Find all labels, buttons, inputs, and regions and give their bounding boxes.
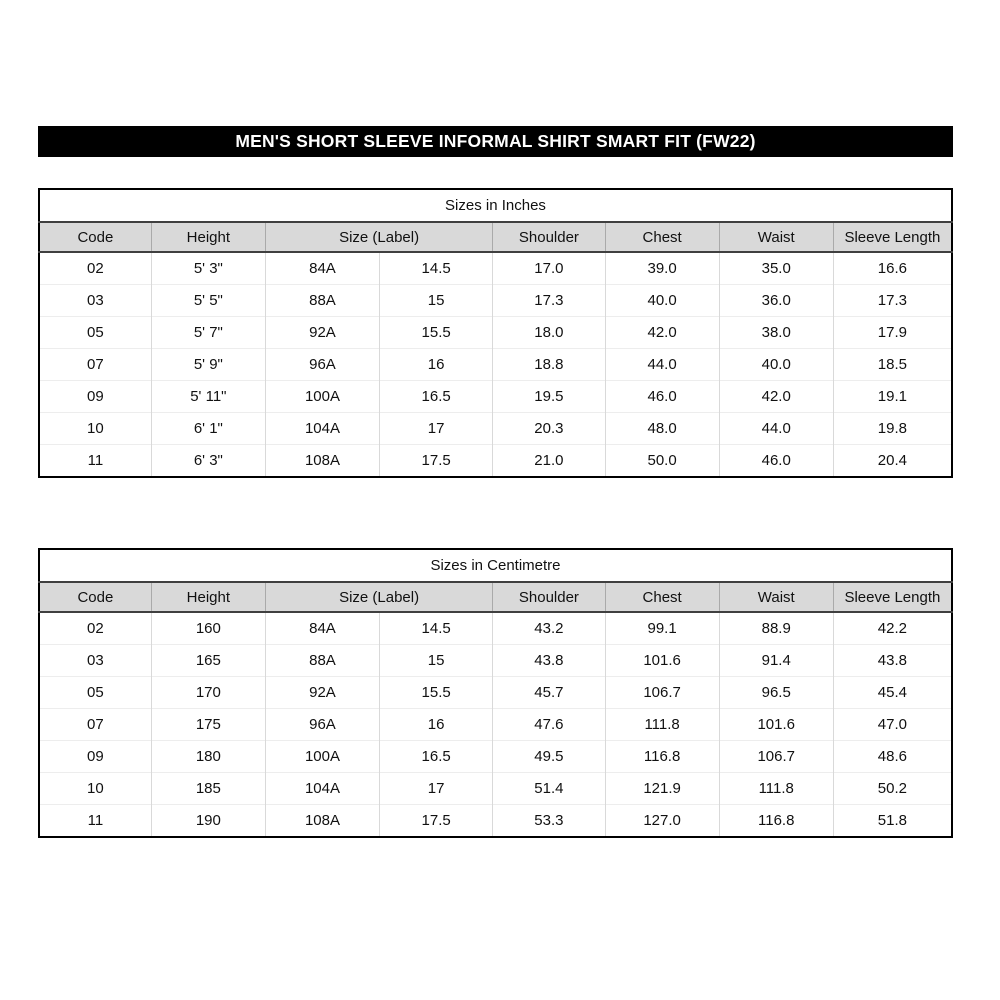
table-cell: 88.9 <box>719 612 833 645</box>
table-cell: 02 <box>39 252 151 285</box>
table-row <box>39 413 952 445</box>
table-cell: 11 <box>39 805 151 838</box>
table-cell: 50.0 <box>605 445 719 478</box>
column-header: Code <box>39 222 151 252</box>
table-cell: 02 <box>39 612 151 645</box>
table-row <box>39 709 952 741</box>
table-cell: 104A <box>265 773 379 805</box>
table-cell: 185 <box>151 773 265 805</box>
column-header: Waist <box>719 582 833 612</box>
table-cell: 09 <box>39 381 151 413</box>
table-cell: 44.0 <box>719 413 833 445</box>
table-cell: 42.0 <box>605 317 719 349</box>
table-cell: 101.6 <box>605 645 719 677</box>
table-cell: 07 <box>39 709 151 741</box>
table-caption: Sizes in Centimetre <box>39 549 952 582</box>
table-cell: 42.2 <box>833 612 952 645</box>
table-cell: 43.8 <box>493 645 605 677</box>
table-cell: 106.7 <box>719 741 833 773</box>
table-caption-row <box>39 549 952 582</box>
table-cell: 05 <box>39 677 151 709</box>
table-cell: 84A <box>265 612 379 645</box>
table-cell: 190 <box>151 805 265 838</box>
table-body <box>39 252 952 477</box>
table-cell: 40.0 <box>605 285 719 317</box>
table-cell: 96.5 <box>719 677 833 709</box>
table-caption: Sizes in Inches <box>39 189 952 222</box>
sizes-in-inches-table <box>38 188 953 478</box>
table-cell: 116.8 <box>605 741 719 773</box>
table-cell: 09 <box>39 741 151 773</box>
table-row <box>39 285 952 317</box>
table-cell: 44.0 <box>605 349 719 381</box>
table-cell: 111.8 <box>719 773 833 805</box>
table-cell: 5' 3" <box>151 252 265 285</box>
column-header: Size (Label) <box>265 222 492 252</box>
column-header: Code <box>39 582 151 612</box>
table-cell: 5' 11" <box>151 381 265 413</box>
table-cell: 6' 3" <box>151 445 265 478</box>
table-cell: 104A <box>265 413 379 445</box>
column-header: Chest <box>605 582 719 612</box>
table-cell: 19.5 <box>493 381 605 413</box>
table-cell: 100A <box>265 741 379 773</box>
table-cell: 20.4 <box>833 445 952 478</box>
column-header: Shoulder <box>493 582 605 612</box>
table-cell: 5' 5" <box>151 285 265 317</box>
table-row <box>39 381 952 413</box>
table-cell: 116.8 <box>719 805 833 838</box>
table-cell: 45.7 <box>493 677 605 709</box>
table-cell: 53.3 <box>493 805 605 838</box>
table-header-row <box>39 222 952 252</box>
table-cell: 5' 7" <box>151 317 265 349</box>
table-cell: 15.5 <box>380 677 493 709</box>
table-cell: 17.3 <box>493 285 605 317</box>
table-cell: 42.0 <box>719 381 833 413</box>
table-cell: 17.0 <box>493 252 605 285</box>
table-cell: 96A <box>265 349 379 381</box>
table-cell: 88A <box>265 285 379 317</box>
table-row <box>39 805 952 838</box>
table-cell: 18.8 <box>493 349 605 381</box>
column-header: Sleeve Length <box>833 582 952 612</box>
table-cell: 91.4 <box>719 645 833 677</box>
table-cell: 20.3 <box>493 413 605 445</box>
table-cell: 17 <box>380 413 493 445</box>
table-cell: 127.0 <box>605 805 719 838</box>
table-row <box>39 445 952 478</box>
table-cell: 16 <box>380 349 493 381</box>
table-header-row <box>39 582 952 612</box>
column-header: Height <box>151 222 265 252</box>
table-cell: 45.4 <box>833 677 952 709</box>
table-cell: 88A <box>265 645 379 677</box>
table-cell: 16.5 <box>380 741 493 773</box>
table-cell: 40.0 <box>719 349 833 381</box>
table-cell: 108A <box>265 805 379 838</box>
table-cell: 121.9 <box>605 773 719 805</box>
table-cell: 84A <box>265 252 379 285</box>
table-row <box>39 645 952 677</box>
table-cell: 108A <box>265 445 379 478</box>
table-cell: 47.6 <box>493 709 605 741</box>
table-cell: 46.0 <box>719 445 833 478</box>
table-cell: 43.2 <box>493 612 605 645</box>
table-cell: 15.5 <box>380 317 493 349</box>
table-cell: 17.9 <box>833 317 952 349</box>
sizes-in-centimetre-table <box>38 548 953 838</box>
table-cell: 19.8 <box>833 413 952 445</box>
table-cell: 17.5 <box>380 805 493 838</box>
table-cell: 14.5 <box>380 252 493 285</box>
table-cell: 38.0 <box>719 317 833 349</box>
column-header: Waist <box>719 222 833 252</box>
table-cell: 16.5 <box>380 381 493 413</box>
column-header: Sleeve Length <box>833 222 952 252</box>
table-cell: 6' 1" <box>151 413 265 445</box>
table-cell: 17.3 <box>833 285 952 317</box>
table-row <box>39 317 952 349</box>
table-cell: 5' 9" <box>151 349 265 381</box>
table-body <box>39 612 952 837</box>
table-cell: 39.0 <box>605 252 719 285</box>
column-header: Height <box>151 582 265 612</box>
table-cell: 43.8 <box>833 645 952 677</box>
table-cell: 51.8 <box>833 805 952 838</box>
title-banner <box>38 126 953 157</box>
table-cell: 48.0 <box>605 413 719 445</box>
table-cell: 111.8 <box>605 709 719 741</box>
table-cell: 96A <box>265 709 379 741</box>
page-title: MEN'S SHORT SLEEVE INFORMAL SHIRT SMART FIT (FW22) <box>235 131 756 151</box>
table-cell: 92A <box>265 677 379 709</box>
table-cell: 18.0 <box>493 317 605 349</box>
table-cell: 46.0 <box>605 381 719 413</box>
table-cell: 05 <box>39 317 151 349</box>
table-cell: 21.0 <box>493 445 605 478</box>
table-cell: 51.4 <box>493 773 605 805</box>
table-row <box>39 252 952 285</box>
column-header: Shoulder <box>493 222 605 252</box>
table-cell: 106.7 <box>605 677 719 709</box>
table-cell: 100A <box>265 381 379 413</box>
table-cell: 16.6 <box>833 252 952 285</box>
table-cell: 10 <box>39 773 151 805</box>
table-cell: 160 <box>151 612 265 645</box>
table-cell: 50.2 <box>833 773 952 805</box>
table-cell: 36.0 <box>719 285 833 317</box>
table-cell: 175 <box>151 709 265 741</box>
table-cell: 17 <box>380 773 493 805</box>
table-row <box>39 677 952 709</box>
table-cell: 07 <box>39 349 151 381</box>
table-cell: 17.5 <box>380 445 493 478</box>
table-cell: 92A <box>265 317 379 349</box>
table-cell: 03 <box>39 645 151 677</box>
table-cell: 03 <box>39 285 151 317</box>
table-cell: 180 <box>151 741 265 773</box>
column-header: Chest <box>605 222 719 252</box>
table-cell: 47.0 <box>833 709 952 741</box>
table-cell: 14.5 <box>380 612 493 645</box>
table-row <box>39 773 952 805</box>
table-cell: 99.1 <box>605 612 719 645</box>
table-cell: 11 <box>39 445 151 478</box>
table-cell: 16 <box>380 709 493 741</box>
table-cell: 165 <box>151 645 265 677</box>
column-header: Size (Label) <box>265 582 492 612</box>
table-row <box>39 741 952 773</box>
table-cell: 18.5 <box>833 349 952 381</box>
table-cell: 35.0 <box>719 252 833 285</box>
table-cell: 49.5 <box>493 741 605 773</box>
table-cell: 15 <box>380 645 493 677</box>
table-cell: 19.1 <box>833 381 952 413</box>
table-cell: 15 <box>380 285 493 317</box>
table-cell: 170 <box>151 677 265 709</box>
table-cell: 10 <box>39 413 151 445</box>
table-cell: 48.6 <box>833 741 952 773</box>
table-caption-row <box>39 189 952 222</box>
table-row <box>39 612 952 645</box>
table-cell: 101.6 <box>719 709 833 741</box>
table-row <box>39 349 952 381</box>
